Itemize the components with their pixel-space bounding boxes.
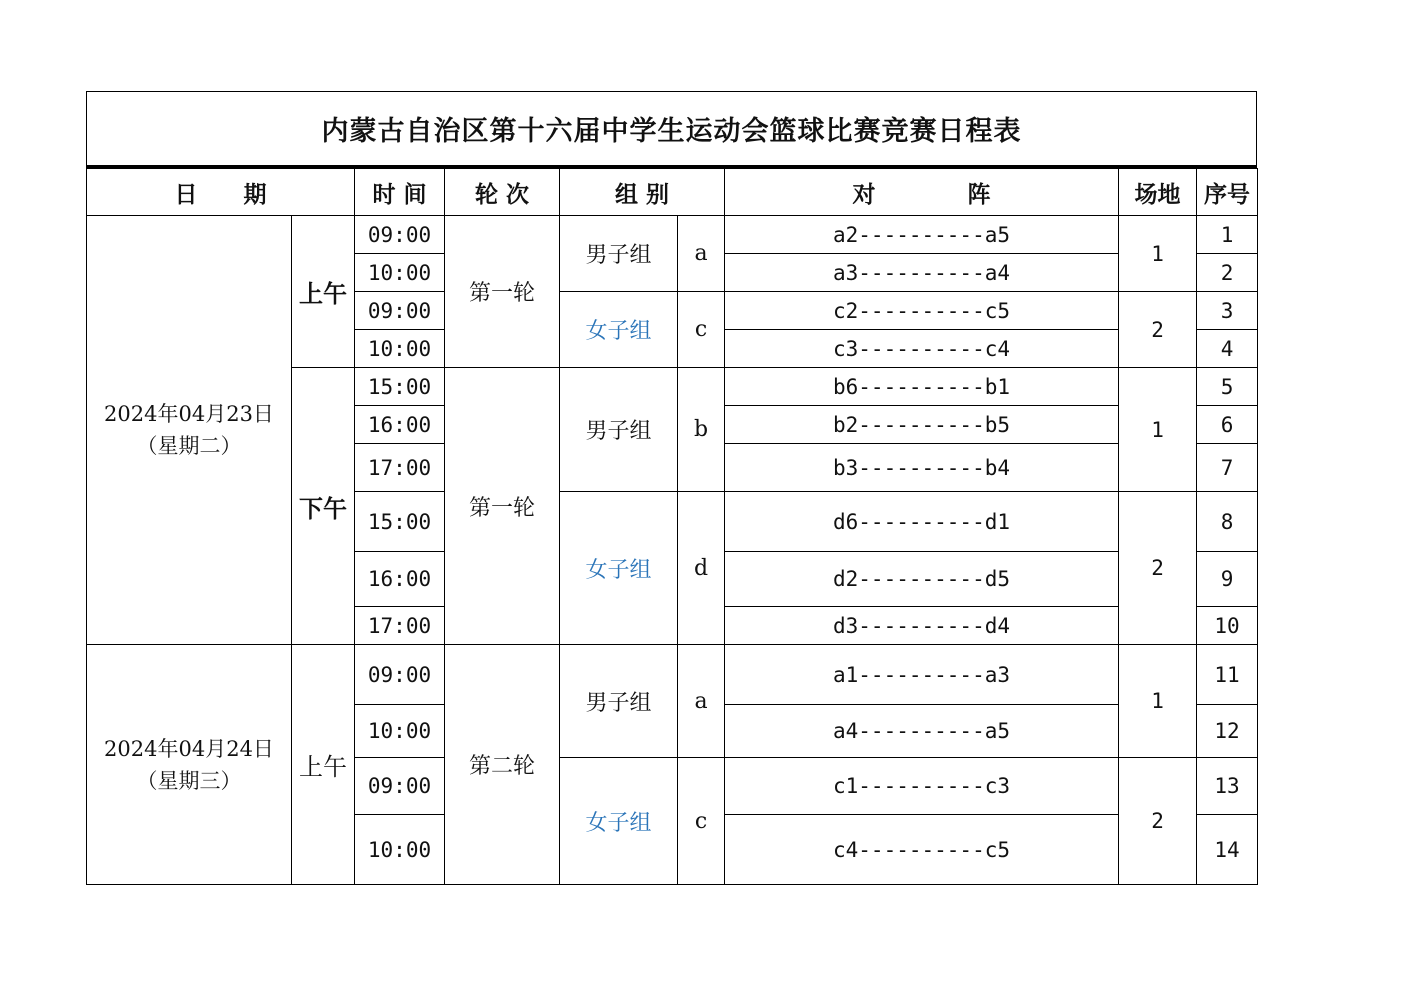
table-row bbox=[87, 216, 1258, 254]
venue-cell: 2 bbox=[1119, 492, 1197, 645]
seq-cell: 4 bbox=[1197, 330, 1258, 368]
group-girls-cell: 女子组 bbox=[560, 758, 678, 885]
date-cell bbox=[87, 645, 292, 885]
table-row bbox=[87, 645, 1258, 705]
round-cell: 第二轮 bbox=[445, 645, 560, 885]
seq-cell: 12 bbox=[1197, 705, 1258, 758]
seq-cell: 3 bbox=[1197, 292, 1258, 330]
seq-cell: 11 bbox=[1197, 645, 1258, 705]
time-cell: 10:00 bbox=[355, 815, 445, 885]
header-matchup: 对 阵 bbox=[725, 169, 1119, 216]
group-code-cell: c bbox=[678, 292, 725, 368]
matchup-cell: c2----------c5 bbox=[725, 292, 1119, 330]
seq-cell: 1 bbox=[1197, 216, 1258, 254]
seq-cell: 10 bbox=[1197, 607, 1258, 645]
group-boys-cell: 男子组 bbox=[560, 645, 678, 758]
time-cell: 16:00 bbox=[355, 552, 445, 607]
time-cell: 10:00 bbox=[355, 705, 445, 758]
group-code-cell: a bbox=[678, 216, 725, 292]
group-code-cell: c bbox=[678, 758, 725, 885]
matchup-cell: c1----------c3 bbox=[725, 758, 1119, 815]
matchup-cell: b6----------b1 bbox=[725, 368, 1119, 406]
matchup-cell: d2----------d5 bbox=[725, 552, 1119, 607]
group-code-cell: a bbox=[678, 645, 725, 758]
time-cell: 09:00 bbox=[355, 758, 445, 815]
header-venue: 场地 bbox=[1119, 169, 1197, 216]
schedule-sheet bbox=[86, 91, 1257, 885]
seq-cell: 8 bbox=[1197, 492, 1258, 552]
page-title: 内蒙古自治区第十六届中学生运动会篮球比赛竞赛日程表 bbox=[86, 91, 1257, 168]
seq-cell: 7 bbox=[1197, 444, 1258, 492]
matchup-cell: a1----------a3 bbox=[725, 645, 1119, 705]
seq-cell: 2 bbox=[1197, 254, 1258, 292]
date-text: 2024年04月24日 bbox=[104, 736, 274, 761]
time-cell: 09:00 bbox=[355, 216, 445, 254]
time-cell: 17:00 bbox=[355, 607, 445, 645]
session-cell: 上午 bbox=[292, 645, 355, 885]
header-date: 日 期 bbox=[87, 169, 355, 216]
header-round: 轮 次 bbox=[445, 169, 560, 216]
round-cell: 第一轮 bbox=[445, 368, 560, 645]
venue-cell: 2 bbox=[1119, 292, 1197, 368]
time-cell: 15:00 bbox=[355, 368, 445, 406]
header-time: 时 间 bbox=[355, 169, 445, 216]
group-girls-cell: 女子组 bbox=[560, 492, 678, 645]
group-code-cell: b bbox=[678, 368, 725, 492]
time-cell: 10:00 bbox=[355, 254, 445, 292]
venue-cell: 1 bbox=[1119, 368, 1197, 492]
matchup-cell: c3----------c4 bbox=[725, 330, 1119, 368]
round-cell: 第一轮 bbox=[445, 216, 560, 368]
group-boys-cell: 男子组 bbox=[560, 216, 678, 292]
venue-cell: 1 bbox=[1119, 645, 1197, 758]
seq-cell: 5 bbox=[1197, 368, 1258, 406]
date-cell bbox=[87, 216, 292, 645]
time-cell: 10:00 bbox=[355, 330, 445, 368]
seq-cell: 13 bbox=[1197, 758, 1258, 815]
header-row bbox=[87, 169, 1258, 216]
matchup-cell: b2----------b5 bbox=[725, 406, 1119, 444]
schedule-table bbox=[86, 168, 1258, 885]
session-cell: 上午 bbox=[292, 216, 355, 368]
seq-cell: 9 bbox=[1197, 552, 1258, 607]
time-cell: 17:00 bbox=[355, 444, 445, 492]
time-cell: 15:00 bbox=[355, 492, 445, 552]
seq-cell: 6 bbox=[1197, 406, 1258, 444]
venue-cell: 1 bbox=[1119, 216, 1197, 292]
group-boys-cell: 男子组 bbox=[560, 368, 678, 492]
matchup-cell: b3----------b4 bbox=[725, 444, 1119, 492]
matchup-cell: d3----------d4 bbox=[725, 607, 1119, 645]
header-seq: 序号 bbox=[1197, 169, 1258, 216]
weekday-text: （星期二） bbox=[136, 434, 242, 458]
group-girls-cell: 女子组 bbox=[560, 292, 678, 368]
matchup-cell: a2----------a5 bbox=[725, 216, 1119, 254]
weekday-text: （星期三） bbox=[136, 768, 242, 793]
date-text: 2024年04月23日 bbox=[104, 402, 274, 426]
group-code-cell: d bbox=[678, 492, 725, 645]
time-cell: 09:00 bbox=[355, 645, 445, 705]
matchup-cell: d6----------d1 bbox=[725, 492, 1119, 552]
session-cell: 下午 bbox=[292, 368, 355, 645]
time-cell: 16:00 bbox=[355, 406, 445, 444]
matchup-cell: a4----------a5 bbox=[725, 705, 1119, 758]
venue-cell: 2 bbox=[1119, 758, 1197, 885]
matchup-cell: a3----------a4 bbox=[725, 254, 1119, 292]
time-cell: 09:00 bbox=[355, 292, 445, 330]
seq-cell: 14 bbox=[1197, 815, 1258, 885]
matchup-cell: c4----------c5 bbox=[725, 815, 1119, 885]
header-group: 组 别 bbox=[560, 169, 725, 216]
